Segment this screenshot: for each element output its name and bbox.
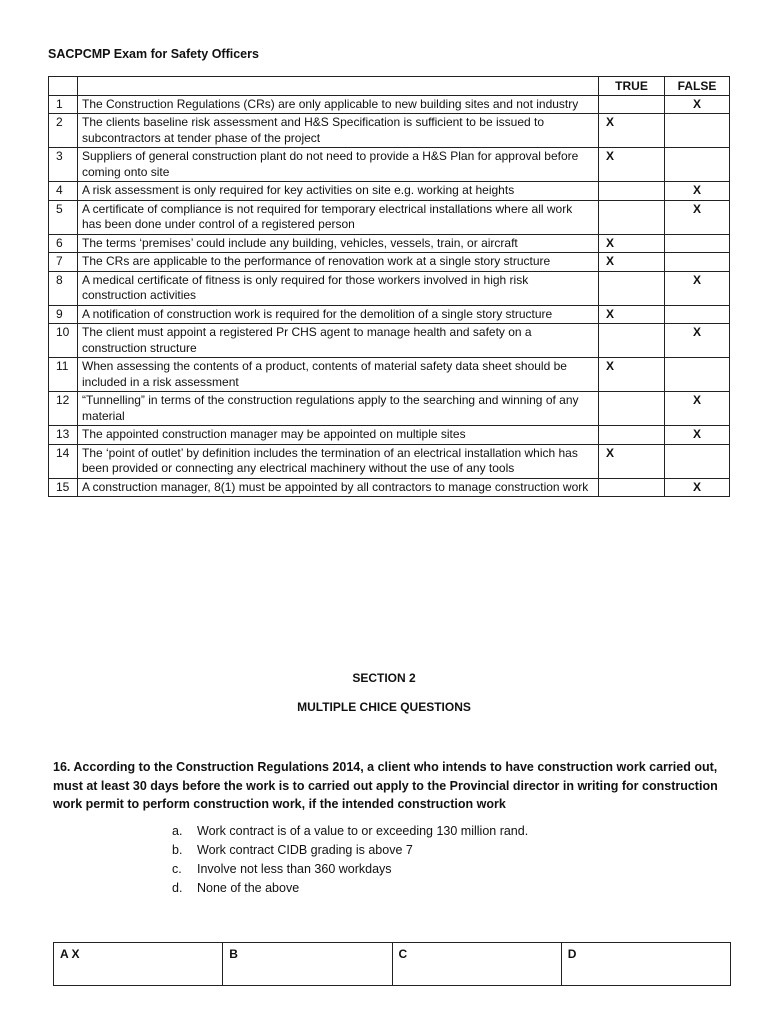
- false-mark: X: [665, 200, 730, 234]
- false-mark: [665, 305, 730, 324]
- table-row: [49, 234, 730, 253]
- row-statement: “Tunnelling” in terms of the construction regulations apply to the searching and winning of any material: [78, 392, 599, 426]
- table-row: [49, 324, 730, 358]
- option-letter: c.: [172, 862, 182, 876]
- row-statement: The Construction Regulations (CRs) are only applicable to new building sites and not industry: [78, 95, 599, 114]
- row-statement: The CRs are applicable to the performance of renovation work at a single story structure: [78, 253, 599, 272]
- true-mark: X: [599, 253, 665, 272]
- false-mark: X: [665, 426, 730, 445]
- header-number: [49, 77, 78, 96]
- row-statement: A notification of construction work is required for the demolition of a single story structure: [78, 305, 599, 324]
- table-row: [49, 478, 730, 497]
- table-header-row: [49, 77, 730, 96]
- option-c: [172, 860, 528, 879]
- option-text: Work contract is of a value to or exceeding 130 million rand.: [197, 824, 529, 838]
- true-mark: [599, 426, 665, 445]
- row-number: 3: [49, 148, 78, 182]
- row-number: 7: [49, 253, 78, 272]
- true-mark: [599, 324, 665, 358]
- row-number: 9: [49, 305, 78, 324]
- answer-box-c[interactable]: C: [392, 943, 561, 986]
- row-number: 12: [49, 392, 78, 426]
- option-letter: d.: [172, 881, 183, 895]
- row-number: 15: [49, 478, 78, 497]
- row-statement: A risk assessment is only required for key activities on site e.g. working at heights: [78, 182, 599, 201]
- answer-box-d[interactable]: D: [561, 943, 730, 986]
- option-d: [172, 879, 528, 898]
- false-mark: X: [665, 324, 730, 358]
- false-mark: X: [665, 392, 730, 426]
- table-row: [49, 114, 730, 148]
- table-row: [49, 358, 730, 392]
- question-16-options: [172, 822, 528, 898]
- option-letter: b.: [172, 843, 183, 857]
- true-mark: [599, 478, 665, 497]
- false-mark: X: [665, 182, 730, 201]
- answer-box-b[interactable]: B: [223, 943, 392, 986]
- header-false: FALSE: [665, 77, 730, 96]
- row-number: 5: [49, 200, 78, 234]
- row-number: 10: [49, 324, 78, 358]
- table-row: [49, 426, 730, 445]
- false-mark: [665, 234, 730, 253]
- true-mark: X: [599, 234, 665, 253]
- section-heading: SECTION 2: [352, 671, 416, 685]
- table-row: [49, 200, 730, 234]
- header-true: TRUE: [599, 77, 665, 96]
- true-mark: [599, 271, 665, 305]
- option-text: None of the above: [197, 881, 300, 895]
- table-row: [49, 392, 730, 426]
- row-statement: The clients baseline risk assessment and H&S Specification is sufficient to be issued to subcontractors at tender phase of the project: [78, 114, 599, 148]
- true-mark: [599, 95, 665, 114]
- true-mark: X: [599, 358, 665, 392]
- row-statement: The client must appoint a registered Pr CHS agent to manage health and safety on a construction structure: [78, 324, 599, 358]
- false-mark: [665, 358, 730, 392]
- row-statement: The ‘point of outlet’ by definition includes the termination of an electrical installation which has been provided or connecting any electrical machinery without the use of any tools: [78, 444, 599, 478]
- row-number: 14: [49, 444, 78, 478]
- answer-box-a[interactable]: A X: [54, 943, 223, 986]
- true-false-table: [48, 76, 730, 497]
- row-number: 4: [49, 182, 78, 201]
- option-b: [172, 841, 528, 860]
- true-mark: X: [599, 148, 665, 182]
- option-text: Work contract CIDB grading is above 7: [197, 843, 413, 857]
- true-mark: [599, 182, 665, 201]
- table-row: [49, 305, 730, 324]
- table-row: [49, 95, 730, 114]
- false-mark: [665, 253, 730, 272]
- row-number: 2: [49, 114, 78, 148]
- row-number: 8: [49, 271, 78, 305]
- section-subheading: MULTIPLE CHICE QUESTIONS: [297, 700, 471, 714]
- false-mark: X: [665, 478, 730, 497]
- true-mark: X: [599, 114, 665, 148]
- table-row: [49, 444, 730, 478]
- true-mark: [599, 200, 665, 234]
- header-statement: [78, 77, 599, 96]
- false-mark: [665, 114, 730, 148]
- false-mark: X: [665, 95, 730, 114]
- option-letter: a.: [172, 824, 183, 838]
- option-text: Involve not less than 360 workdays: [197, 862, 392, 876]
- row-number: 11: [49, 358, 78, 392]
- row-number: 6: [49, 234, 78, 253]
- table-row: [49, 253, 730, 272]
- false-mark: [665, 444, 730, 478]
- row-statement: When assessing the contents of a product, contents of material safety data sheet should be included in a risk assessment: [78, 358, 599, 392]
- row-statement: A construction manager, 8(1) must be appointed by all contractors to manage construction work: [78, 478, 599, 497]
- row-statement: A medical certificate of fitness is only required for those workers involved in high risk construction activities: [78, 271, 599, 305]
- false-mark: [665, 148, 730, 182]
- row-statement: A certificate of compliance is not required for temporary electrical installations where all work has been done under control of a registered person: [78, 200, 599, 234]
- table-row: [49, 148, 730, 182]
- false-mark: X: [665, 271, 730, 305]
- row-statement: The appointed construction manager may be appointed on multiple sites: [78, 426, 599, 445]
- table-row: [49, 182, 730, 201]
- document-title: SACPCMP Exam for Safety Officers: [48, 47, 259, 61]
- answer-boxes: [53, 942, 731, 986]
- true-mark: [599, 392, 665, 426]
- row-statement: Suppliers of general construction plant do not need to provide a H&S Plan for approval before coming onto site: [78, 148, 599, 182]
- option-a: [172, 822, 528, 841]
- question-16-text: 16. According to the Construction Regulations 2014, a client who intends to have construction work carried out, must at least 30 days before the work is to carried out apply to the Provincial director in writing for construction work permit to perform construction work, if the intended construction work: [53, 760, 718, 811]
- true-mark: X: [599, 444, 665, 478]
- row-number: 1: [49, 95, 78, 114]
- row-statement: The terms ‘premises’ could include any building, vehicles, vessels, train, or aircraft: [78, 234, 599, 253]
- true-mark: X: [599, 305, 665, 324]
- table-row: [49, 271, 730, 305]
- row-number: 13: [49, 426, 78, 445]
